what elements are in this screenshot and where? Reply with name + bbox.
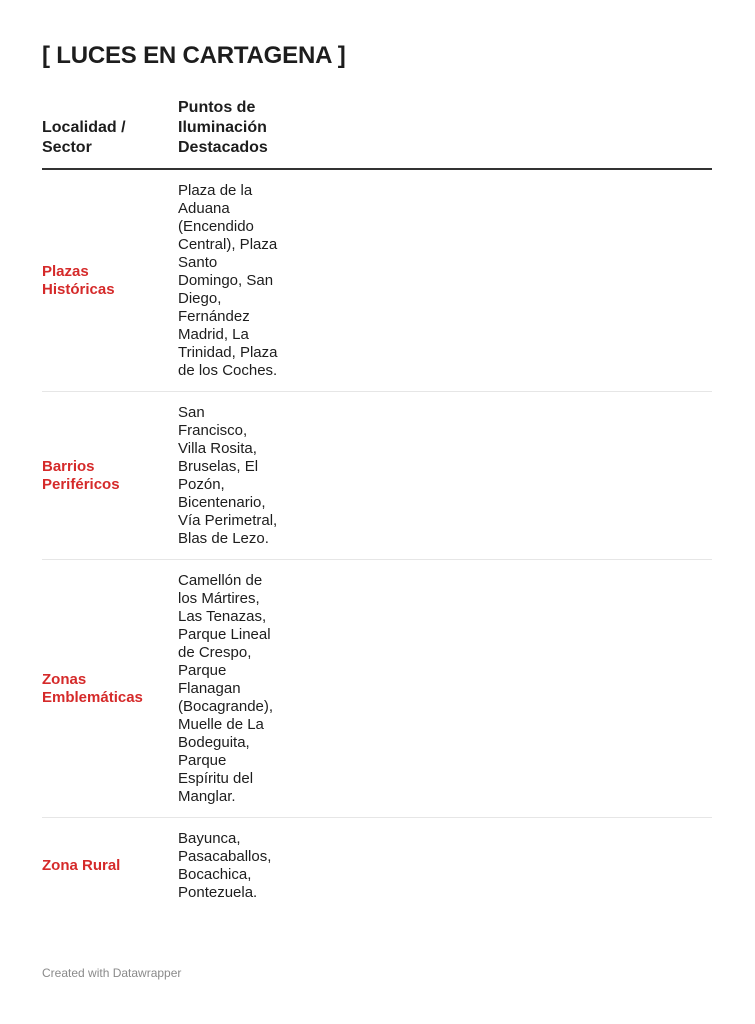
chart-container xyxy=(42,40,712,913)
table-row xyxy=(42,169,712,392)
footer-credit[interactable]: Created with Datawrapper xyxy=(42,966,182,980)
table-row xyxy=(42,818,712,914)
points-cell: San Francisco, Villa Rosita, Bruselas, El Pozón, Bicentenario, Vía Perimetral, Blas de Lezo. xyxy=(178,392,712,560)
sector-cell: Barrios Periféricos xyxy=(42,392,178,560)
column-header-points[interactable]: Puntos de Iluminación Destacados xyxy=(178,98,712,169)
sector-cell: Zona Rural xyxy=(42,857,121,874)
page-title: [ LUCES EN CARTAGENA ] xyxy=(42,42,346,69)
sector-cell: Zonas Emblemáticas xyxy=(42,560,178,818)
data-table xyxy=(42,98,712,913)
points-cell: Bayunca, Pasacaballos, Bocachica, Pontezuela. xyxy=(178,830,272,901)
points-cell: Camellón de los Mártires, Las Tenazas, Parque Lineal de Crespo, Parque Flanagan (Bocagrande), Muelle de La Bodeguita, Parque Espíritu del Manglar. xyxy=(178,560,712,818)
column-header-sector[interactable]: Localidad / Sector xyxy=(42,98,178,169)
table-row xyxy=(42,392,712,560)
sector-cell: Plazas Históricas xyxy=(42,169,178,392)
table-row xyxy=(42,560,712,818)
table-header-row xyxy=(42,98,712,169)
points-cell: Plaza de la Aduana (Encendido Central), Plaza Santo Domingo, San Diego, Fernández Madrid, La Trinidad, Plaza de los Coches. xyxy=(178,169,712,392)
